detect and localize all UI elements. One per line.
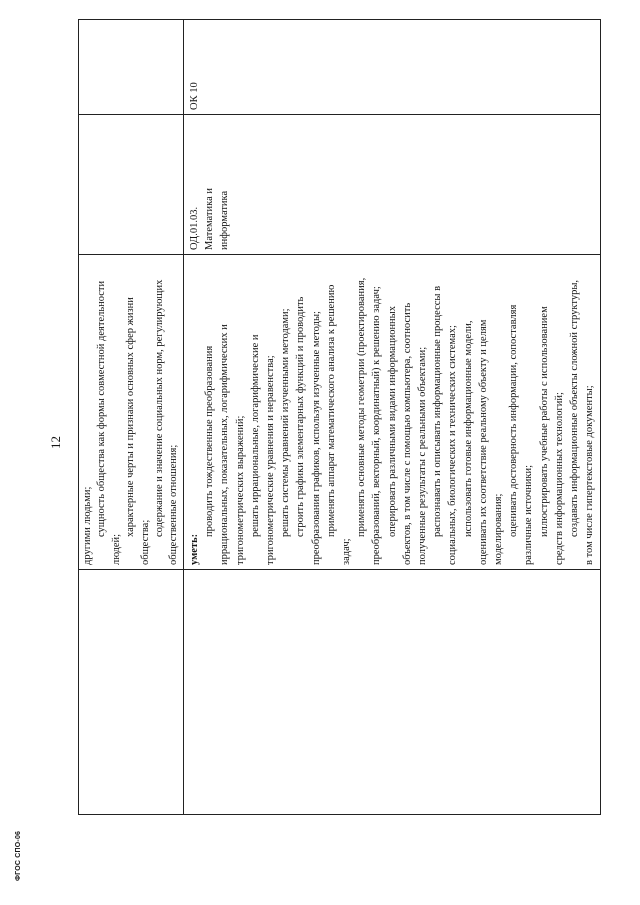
content-line: решать иррациональные, логарифмические и bbox=[249, 334, 261, 537]
content-line: иррациональных, показательных, логарифмических и bbox=[219, 324, 231, 565]
document-stamp: ФГОС СПО-06 bbox=[15, 830, 22, 881]
section-heading: уметь: bbox=[189, 533, 200, 565]
content-line: создавать информационные объекты сложной структуры, bbox=[569, 279, 581, 537]
content-line: оценивать их соответствие реальному объекту и целям bbox=[477, 319, 489, 565]
content-line: иллюстрировать учебные работы с использованием bbox=[538, 306, 550, 537]
content-line: средств информационных технологий; bbox=[553, 392, 565, 565]
content-line: моделирования; bbox=[493, 493, 505, 565]
content-line: преобразований, векторный, координатный) к решению задач; bbox=[371, 286, 383, 565]
content-line: социальных, биологических и технических системах; bbox=[447, 325, 459, 565]
content-line: содержание и значение социальных норм, регулирующих bbox=[154, 279, 166, 537]
competency-cell bbox=[79, 19, 184, 114]
content-line: общества; bbox=[139, 519, 151, 565]
content-line: людей; bbox=[110, 533, 122, 565]
content-line: преобразования графиков, используя изученные методы; bbox=[310, 311, 322, 565]
content-line: тригонометрические уравнения и неравенства; bbox=[265, 355, 277, 565]
content-line: в том числе гипертекстовые документы; bbox=[584, 385, 596, 565]
index-cell bbox=[184, 569, 601, 814]
content-line: общественные отношения; bbox=[168, 444, 180, 565]
content-line: распознавать и описывать информационные процессы в bbox=[432, 285, 444, 537]
competency-code: ОК 10 bbox=[189, 82, 200, 110]
content-line: строить графики элементарных функций и проводить bbox=[295, 296, 307, 537]
content-line: объектов, в том числе с помощью компьютера, соотносить bbox=[401, 302, 413, 565]
content-cell bbox=[184, 254, 601, 569]
content-line: задач; bbox=[341, 538, 353, 565]
content-line: решать системы уравнений изученными методами; bbox=[280, 308, 292, 537]
content-line: проводить тождественные преобразования bbox=[204, 345, 216, 537]
content-line: тригонометрических выражений; bbox=[234, 415, 246, 565]
content-cell bbox=[79, 254, 184, 569]
content-line: характерные черты и признаки основных сфер жизни bbox=[125, 297, 137, 537]
content-line: полученные результаты с реальными объектами; bbox=[417, 346, 429, 565]
discipline-code: ОД.01.03. bbox=[189, 206, 200, 250]
curriculum-table bbox=[78, 19, 601, 815]
content-line: другими людьми; bbox=[82, 486, 93, 565]
content-line: применять аппарат математического анализа к решению bbox=[325, 284, 337, 537]
content-line: оценивать достоверность информации, сопоставляя bbox=[508, 304, 520, 537]
content-line: применять основные методы геометрии (проектирования, bbox=[356, 277, 368, 537]
content-line: оперировать различными видами информационных bbox=[386, 306, 398, 537]
page-number: 12 bbox=[48, 436, 63, 449]
content-line: различные источники; bbox=[523, 464, 535, 565]
index-cell bbox=[79, 569, 184, 814]
discipline-name-line: информатика bbox=[219, 190, 231, 250]
discipline-cell bbox=[184, 114, 601, 254]
competency-cell bbox=[184, 19, 601, 114]
discipline-name-line: Математика и bbox=[204, 188, 216, 250]
content-line: сущность общества как формы совместной деятельности bbox=[96, 280, 108, 537]
content-line: использовать готовые информационные модели, bbox=[462, 320, 474, 537]
discipline-cell bbox=[79, 114, 184, 254]
